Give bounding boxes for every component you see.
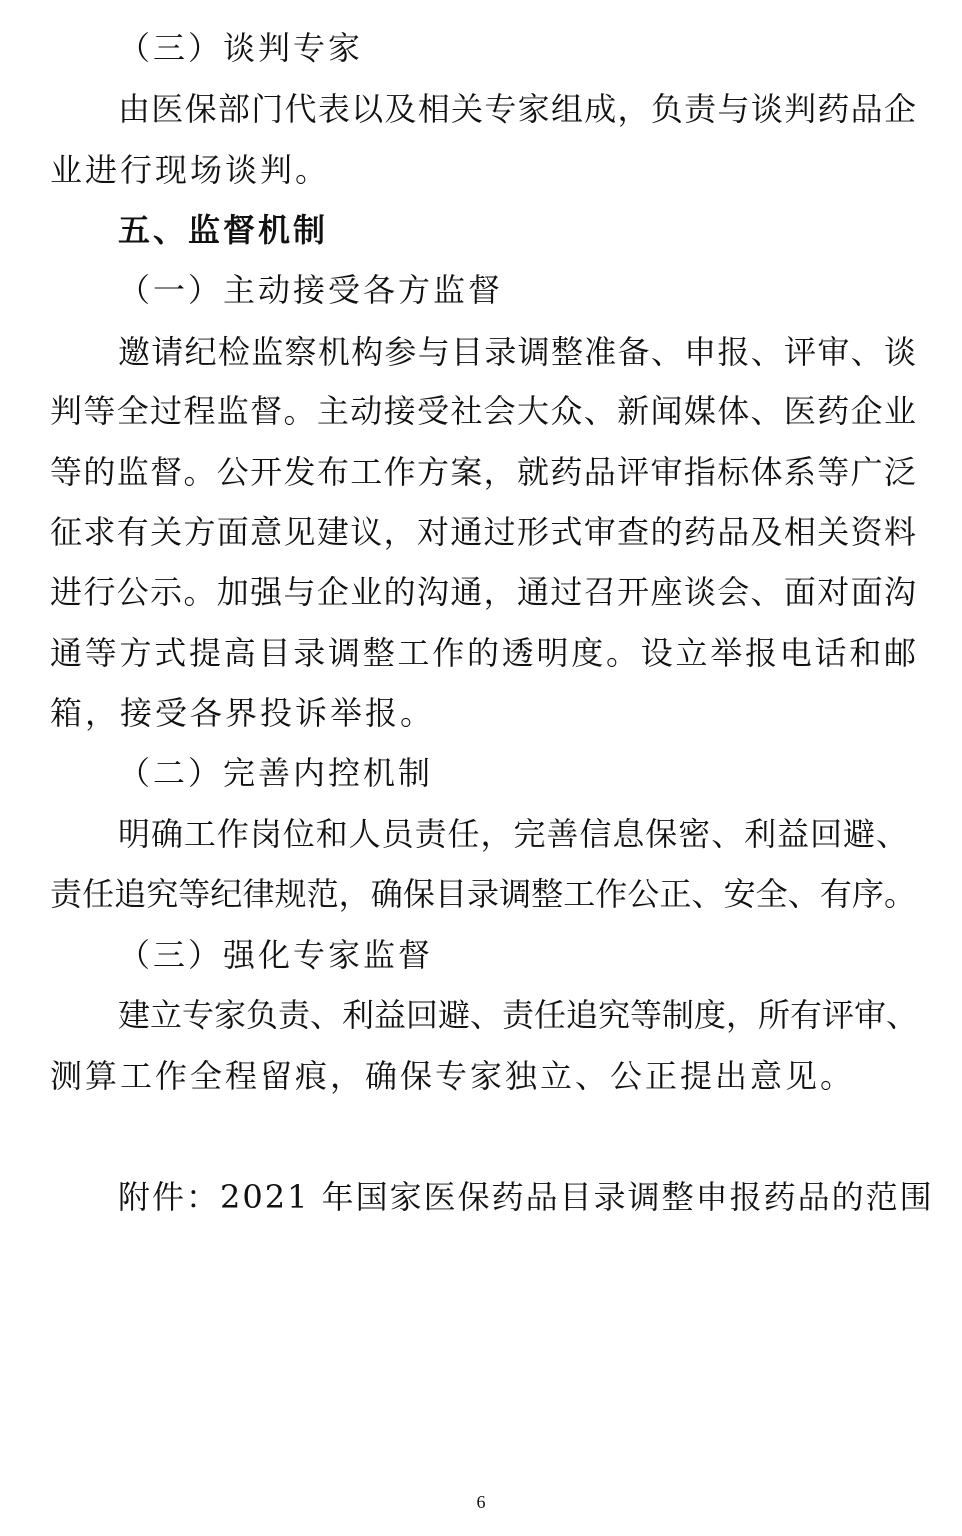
paragraph-line: 进行公示。加强与企业的沟通，通过召开座谈会、面对面沟 — [50, 573, 916, 611]
section-heading-supervision-mechanism: 五、监督机制 — [118, 211, 329, 249]
paragraph-line: 箱，接受各界投诉举报。 — [50, 694, 436, 732]
paragraph-line: 明确工作岗位和人员责任，完善信息保密、利益回避、 — [118, 815, 908, 853]
paragraph-line: 责任追究等纪律规范，确保目录调整工作公正、安全、有序。 — [50, 875, 916, 913]
subsection-heading-negotiation-experts: （三）谈判专家 — [118, 29, 364, 67]
paragraph-line: 邀请纪检监察机构参与目录调整准备、申报、评审、谈 — [118, 333, 916, 371]
paragraph-line: 等的监督。公开发布工作方案，就药品评审指标体系等广泛 — [50, 453, 916, 491]
paragraph-line: 建立专家负责、利益回避、责任追究等制度，所有评审、 — [118, 996, 919, 1034]
subsection-heading-internal-control: （二）完善内控机制 — [118, 754, 434, 792]
paragraph-line: 业进行现场谈判。 — [50, 151, 331, 189]
paragraph-line: 通等方式提高目录调整工作的透明度。设立举报电话和邮 — [50, 634, 916, 672]
paragraph-line: 征求有关方面意见建议，对通过形式审查的药品及相关资料 — [50, 513, 916, 551]
paragraph-line: 由医保部门代表以及相关专家组成，负责与谈判药品企 — [118, 90, 916, 128]
subsection-heading-accept-supervision: （一）主动接受各方监督 — [118, 271, 504, 309]
paragraph-line: 判等全过程监督。主动接受社会大众、新闻媒体、医药企业 — [50, 392, 916, 430]
attachment-note: 附件：2021 年国家医保药品目录调整申报药品的范围 — [118, 1178, 934, 1216]
page-number: 6 — [476, 1492, 486, 1512]
subsection-heading-expert-supervision: （三）强化专家监督 — [118, 936, 434, 974]
paragraph-line: 测算工作全程留痕，确保专家独立、公正提出意见。 — [50, 1057, 856, 1095]
